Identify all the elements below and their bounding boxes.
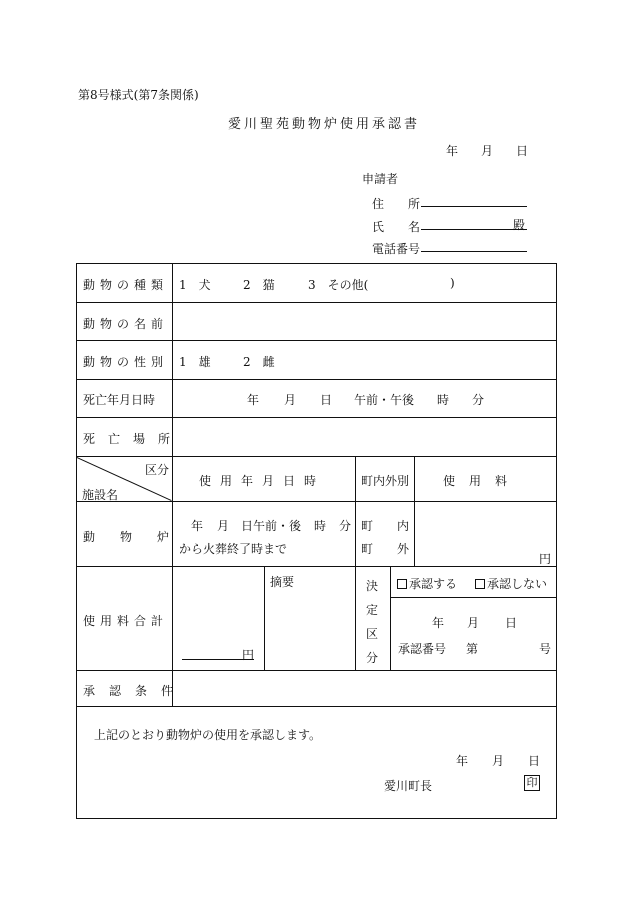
conditions-field[interactable] [174, 671, 556, 705]
phone-label: 電話番号 [372, 242, 421, 256]
animal-name-label: 動物の名前 [83, 317, 169, 331]
usage-until: から火葬終了時まで [179, 542, 288, 556]
death-date-month: 月 [284, 393, 297, 407]
death-date-ampm[interactable]: 午前・午後 [354, 393, 415, 407]
name-suffix: 殿 [513, 218, 526, 232]
sex-option-male[interactable]: 1 雄 [179, 355, 211, 369]
usage-day-ampm[interactable]: 日午前・後 [241, 519, 302, 533]
conditions-label: 承認条件 [83, 684, 188, 698]
name-field[interactable] [421, 216, 527, 230]
usage-datetime-header: 使用年月日時 [199, 474, 326, 488]
sex-label: 動物の性別 [83, 355, 169, 369]
mayor-label: 愛川町長 [384, 779, 433, 793]
death-date-hour: 時 [437, 393, 450, 407]
official-seal-icon [524, 775, 540, 791]
header-date-day: 日 [516, 144, 529, 158]
footer-date-day: 日 [528, 754, 541, 768]
form-number: 第8号様式(第7条関係) [78, 88, 199, 102]
approval-statement: 上記のとおり動物炉の使用を承認します。 [94, 728, 322, 742]
applicant-heading: 申請者 [362, 172, 399, 186]
phone-field[interactable] [421, 238, 527, 252]
footer-date-year: 年 [456, 754, 469, 768]
decision-label: 決定区分 [366, 579, 379, 665]
footer-date-month: 月 [492, 754, 505, 768]
usage-month: 月 [217, 519, 230, 533]
decision-date-month: 月 [467, 616, 480, 630]
name-label: 氏 名 [372, 220, 427, 234]
species-label: 動物の種類 [83, 278, 169, 292]
address-label: 住 所 [372, 197, 427, 211]
animal-name-field[interactable] [174, 303, 556, 339]
resident-inside[interactable]: 町 内 [361, 519, 416, 533]
approve-checkbox[interactable] [397, 575, 457, 592]
facility-label: 施設名 [82, 488, 119, 502]
decision-date-year: 年 [432, 616, 445, 630]
document-title: 愛川聖苑動物炉使用承認書 [228, 117, 421, 132]
usage-minute: 分 [339, 519, 352, 533]
species-option-cat[interactable]: 2 猫 [243, 278, 275, 292]
approve-option-label: 承認する [409, 577, 458, 591]
species-option-dog[interactable]: 1 犬 [179, 278, 211, 292]
approval-number-label: 承認番号 [398, 642, 447, 656]
fee-header: 使用料 [443, 474, 522, 488]
total-fee-yen: 円 [242, 648, 255, 662]
species-option-other[interactable]: 3 その他( [308, 278, 369, 292]
death-date-day: 日 [320, 393, 333, 407]
residency-header: 町内外別 [361, 474, 410, 488]
death-place-field[interactable] [174, 418, 556, 455]
seal-text: 印 [526, 776, 538, 789]
death-place-label: 死亡場所 [83, 432, 184, 446]
death-date-minute: 分 [472, 393, 485, 407]
furnace-label: 動物炉 [83, 530, 195, 544]
approval-number-suffix: 号 [539, 642, 552, 656]
usage-hour: 時 [314, 519, 327, 533]
usage-year: 年 [191, 519, 204, 533]
summary-label: 摘要 [270, 575, 295, 589]
division-label: 区分 [145, 463, 170, 477]
species-other-close: ) [450, 276, 455, 290]
header-date-month: 月 [481, 144, 494, 158]
decision-date-day: 日 [505, 616, 518, 630]
death-date-label: 死亡年月日時 [83, 393, 156, 407]
approval-number-prefix: 第 [466, 642, 479, 656]
address-field[interactable] [421, 193, 527, 207]
furnace-fee-yen: 円 [539, 552, 552, 566]
header-date-year: 年 [446, 144, 459, 158]
total-fee-label: 使用料合計 [83, 614, 169, 628]
sex-option-female[interactable]: 2 雌 [243, 355, 275, 369]
death-date-year: 年 [247, 393, 260, 407]
reject-option-label: 承認しない [487, 577, 548, 591]
reject-checkbox[interactable] [475, 575, 547, 592]
resident-outside[interactable]: 町 外 [361, 542, 416, 556]
